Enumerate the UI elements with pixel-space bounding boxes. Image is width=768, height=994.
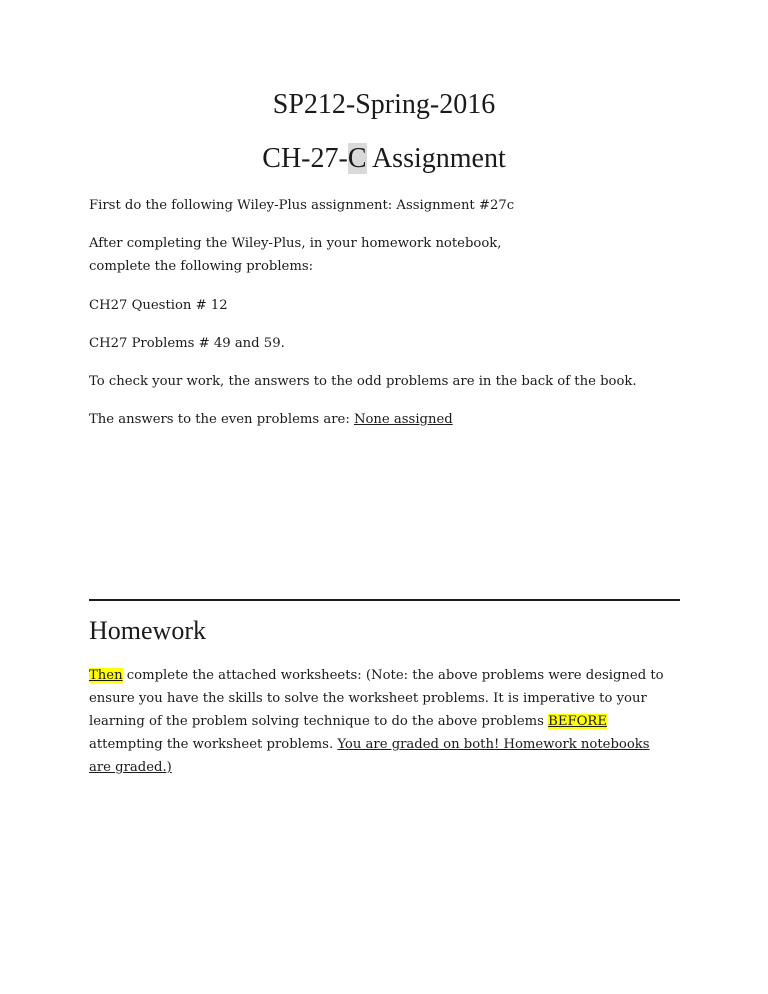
even-answers-prefix: The answers to the even problems are: <box>89 412 354 427</box>
homework-text-part1: complete the attached worksheets: (Note: the above problems were designed to ensure you have the skills to solve the worksheet problems. It is imperative to your learning of the problem solving technique to do the above problems <box>89 668 664 729</box>
section-divider <box>89 599 680 601</box>
wiley-instruction: First do the following Wiley-Plus assignment: Assignment #27c <box>89 198 515 213</box>
course-title: SP212-Spring-2016 <box>272 89 496 120</box>
then-highlight: Then <box>89 668 123 683</box>
assignment-title-suffix: Assignment <box>366 143 506 174</box>
assignment-title-letter: C <box>347 143 367 174</box>
before-highlight: BEFORE <box>548 714 607 729</box>
problems-line: CH27 Problems # 49 and 59. <box>89 336 285 351</box>
assignment-title-prefix: CH-27- <box>262 143 348 174</box>
assignment-title <box>0 142 768 176</box>
homework-text-part2: attempting the worksheet problems. <box>89 737 338 752</box>
graded-note: You are graded on both! Homework notebooks are graded.) <box>89 737 650 775</box>
homework-paragraph <box>89 664 664 779</box>
check-work-line: To check your work, the answers to the odd problems are in the back of the book. <box>89 374 637 389</box>
question-line: CH27 Question # 12 <box>89 298 228 313</box>
homework-heading: Homework <box>89 616 206 645</box>
after-instruction: After completing the Wiley-Plus, in your homework notebook, complete the following problems: <box>89 236 502 274</box>
even-answers-line <box>89 408 689 431</box>
even-answers-value: None assigned <box>353 412 453 427</box>
